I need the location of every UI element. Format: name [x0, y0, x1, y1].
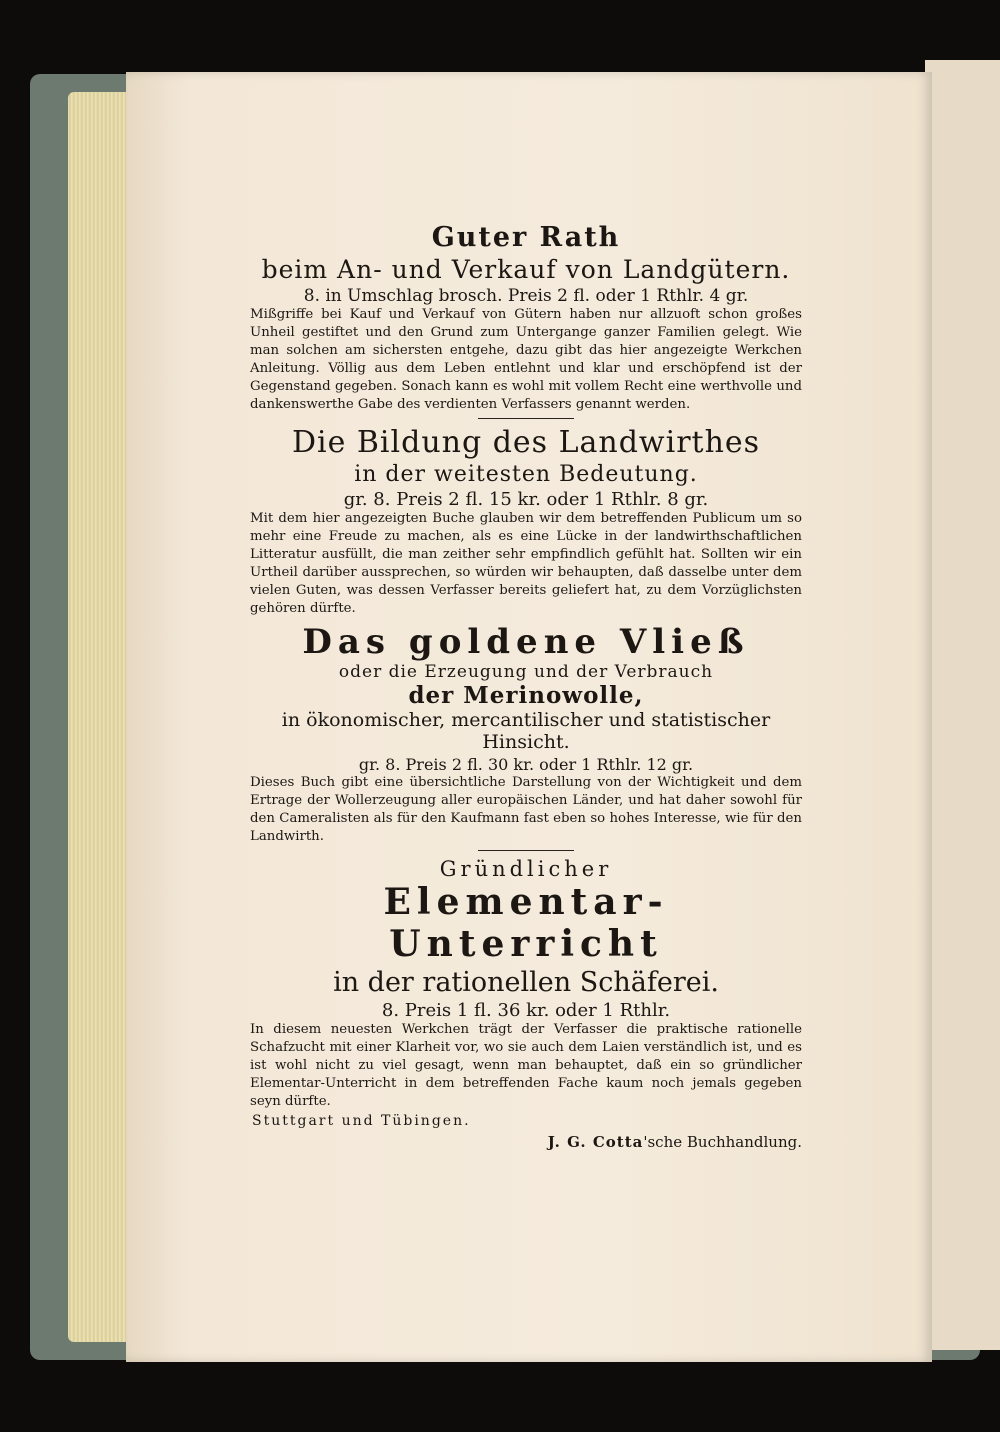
- ad-price: 8. Preis 1 fl. 36 kr. oder 1 Rthlr.: [381, 1000, 671, 1021]
- publisher-suffix: 'sche Buchhandlung.: [643, 1133, 802, 1151]
- ad-description: Mit dem hier angezeigten Buche glauben wir dem betreffenden Publicum um so mehr eine Freude zu machen, als es eine Lücke in der landwirthschaftlichen Litteratur ausfüllt, die man zeither sehr empfindlich gefühlt hat. Sollten wir ein Urtheil darüber aussprechen, so würden wir behaupten, daß dasselbe unter dem vielen Guten, was dessen Verfasser bereits geliefert hat, zu dem Vorzüglichsten gehören dürfte.: [250, 511, 802, 616]
- ad-price: 8. in Umschlag brosch. Preis 2 fl. oder 1 Rthlr. 4 gr.: [303, 286, 749, 306]
- ad-price: gr. 8. Preis 2 fl. 30 kr. oder 1 Rthlr. 12 gr.: [358, 755, 694, 774]
- ad-guter-rath: [250, 222, 802, 414]
- ad-title: Elementar-Unterricht: [383, 881, 669, 965]
- ad-goldene-vliess: [250, 622, 802, 846]
- publisher-name: J. G. Cotta: [547, 1133, 644, 1151]
- ad-title: Guter Rath: [431, 222, 621, 253]
- ad-subtitle: beim An- und Verkauf von Landgütern.: [261, 255, 791, 284]
- page-stack-edge: [68, 92, 128, 1342]
- ad-bildung-des-landwirthes: [250, 425, 802, 618]
- ad-title: Die Bildung des Landwirthes: [291, 425, 761, 460]
- ad-subtitle: in der rationellen Schäferei.: [333, 967, 719, 998]
- ad-subtitle-line-2: der Merinowolle,: [408, 682, 644, 709]
- ad-subtitle-line-1: oder die Erzeugung und der Verbrauch: [338, 662, 714, 682]
- divider: [478, 418, 574, 419]
- ad-elementar-unterricht: [250, 857, 802, 1111]
- ad-description: Dieses Buch gibt eine übersichtliche Darstellung von der Wichtigkeit und dem Ertrage der Wollerzeugung aller europäischen Länder, und hat daher sowohl für den Cameralisten als für den Kaufmann fast eben so hohes Interesse, wie für den Landwirth.: [250, 775, 802, 844]
- advertisement-page-content: [250, 222, 802, 1151]
- ad-pre-title: Gründlicher: [439, 857, 613, 881]
- ad-subtitle: in der weitesten Bedeutung.: [354, 462, 698, 487]
- facing-page-edge: [925, 60, 1000, 1350]
- imprint-place: Stuttgart und Tübingen.: [252, 1113, 471, 1129]
- ad-description: Mißgriffe bei Kauf und Verkauf von Gütern haben nur allzuoft schon großes Unheil gestiftet und den Grund zum Untergange ganzer Familien gelegt. Wie man solchen am sichersten entgehe, dazu gibt das hier angezeigte Werkchen Anleitung. Völlig aus dem Leben entlehnt und klar und erschöpfend ist der Gegenstand gegeben. Sonach kann es wohl mit vollem Recht eine werthvolle und dankenswerthe Gabe des verdienten Verfassers genannt werden.: [250, 307, 802, 412]
- divider: [478, 850, 574, 851]
- ad-price: gr. 8. Preis 2 fl. 15 kr. oder 1 Rthlr. 8 gr.: [343, 489, 709, 510]
- ad-title: Das goldene Vließ: [302, 622, 750, 662]
- ad-subtitle-line-3: in ökonomischer, mercantilischer und statistischer Hinsicht.: [281, 709, 771, 753]
- imprint-publisher: [250, 1133, 802, 1151]
- ad-description: In diesem neuesten Werkchen trägt der Verfasser die praktische rationelle Schafzucht mit einer Klarheit vor, wo sie auch dem Laien verständlich ist, und es ist wohl nicht zu viel gesagt, wenn man behauptet, daß ein so gründlicher Elementar-Unterricht in dem betreffenden Fache kaum noch jemals gegeben seyn dürfte.: [250, 1022, 802, 1109]
